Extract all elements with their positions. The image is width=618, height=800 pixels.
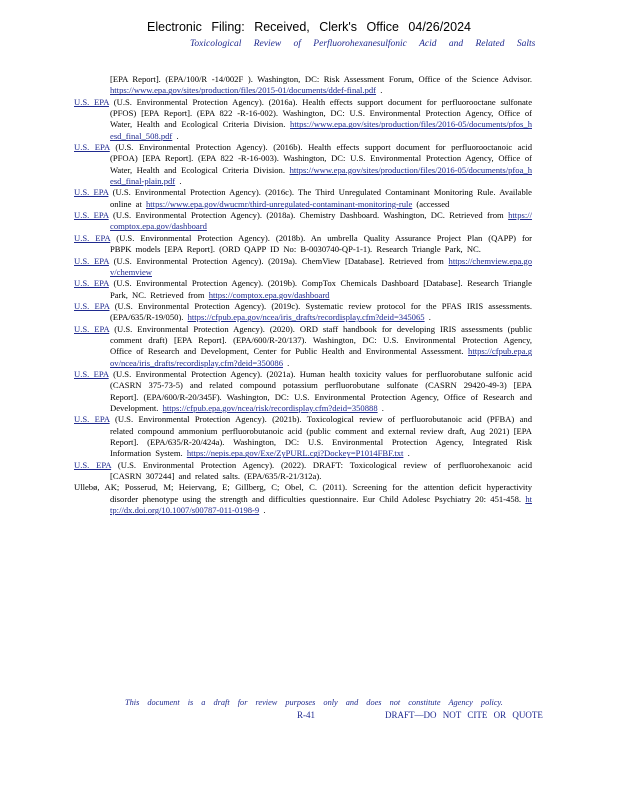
reference-tail: . <box>287 357 290 368</box>
reference-entry <box>74 233 532 256</box>
reference-entry <box>74 278 532 301</box>
reference-text: (2011). Screening for the attention deficit hyperactivity disorder phenotype using the strength and difficulties questionnaire. Eur Child Adolesc Psychiatry 20: 451-458. <box>110 482 532 504</box>
reference-author[interactable]: U.S. EPA <box>74 232 111 243</box>
reference-tail: . <box>381 402 384 413</box>
reference-author[interactable]: U.S. EPA <box>74 210 109 221</box>
reference-tail: . <box>179 176 182 187</box>
draft-notice: DRAFT—DO NOT CITE OR QUOTE <box>385 710 543 720</box>
reference-entry <box>74 414 532 459</box>
reference-tail: . <box>428 312 431 323</box>
reference-author[interactable]: U.S. EPA <box>74 459 112 470</box>
draft-disclaimer: This document is a draft for review purposes only and does not constitute Agency policy. <box>125 698 503 707</box>
reference-text: (U.S. Environmental Protection Agency). (2021a). Human health toxicity values for perfluorobutane sulfonic acid (CASRN 375-73-5) and related compound potassium perfluorobutane sulfonate (CASRN 29420-49-3) [EPA Report]. (EPA/600/R-20/345F). Washington, DC: U.S. Environmental Protection Agency, Office of Research and Development. <box>110 368 532 413</box>
reference-link[interactable]: https://comptox.epa.gov/dashboard <box>208 289 330 300</box>
reference-author[interactable]: U.S. EPA <box>74 278 109 289</box>
reference-author[interactable]: U.S. EPA <box>74 187 109 198</box>
reference-tail: (accessed <box>416 198 450 209</box>
reference-tail: . <box>407 448 410 459</box>
reference-entry <box>74 324 532 369</box>
reference-entry <box>74 142 532 187</box>
reference-text: (U.S. Environmental Protection Agency). (2018a). Chemistry Dashboard. Washington, DC. Retrieved from <box>113 210 504 221</box>
reference-link[interactable]: https://chemview.epa.gov/chemview <box>110 255 532 277</box>
reference-list <box>74 74 532 516</box>
reference-text: (U.S. Environmental Protection Agency). (2019c). Systematic review protocol for the PFAS IRIS assessments. (EPA/635/R-19/050). <box>110 300 532 323</box>
reference-link[interactable]: https://nepis.epa.gov/Exe/ZyPURL.cgi?Dockey=P1014FBF.txt <box>186 448 404 459</box>
reference-text: (U.S. Environmental Protection Agency). (2019a). ChemView [Database]. Retrieved from <box>113 255 444 266</box>
reference-tail: . <box>380 85 383 96</box>
reference-text: (U.S. Environmental Protection Agency). (2022). DRAFT: Toxicological review of perfluorohexanoic acid [CASRN 307244] and related salts. (EPA/635/R-21/312a). <box>110 459 532 482</box>
reference-link[interactable]: https://cfpub.epa.gov/ncea/iris_drafts/recordisplay.cfm?deid=350086 <box>110 346 532 368</box>
reference-tail: . <box>263 505 266 516</box>
reference-author[interactable]: U.S. EPA <box>74 414 110 425</box>
reference-author[interactable]: U.S. EPA <box>74 300 110 311</box>
reference-author[interactable]: U.S. EPA <box>74 255 109 266</box>
reference-entry <box>74 369 532 414</box>
reference-link[interactable]: https://www.epa.gov/sites/production/files/2015-01/documents/ddef-final.pdf <box>110 85 377 96</box>
reference-entry <box>74 482 532 516</box>
reference-entry <box>74 74 532 97</box>
reference-entry <box>74 187 532 210</box>
reference-link[interactable]: https://comptox.epa.gov/dashboard <box>110 210 533 232</box>
reference-text: (U.S. Environmental Protection Agency). (2016a). Health effects support document for perfluorooctane sulfonate (PFOS) [EPA Report]. (EPA 822 -R-16-002). Washington, DC: U.S. Environmental Protection Agency, Office of Water, Health and Ecological Criteria Division. <box>110 96 533 130</box>
reference-tail: . <box>176 130 179 141</box>
reference-entry <box>74 460 532 483</box>
reference-author[interactable]: U.S. EPA <box>74 96 110 107</box>
reference-text: [EPA Report]. (EPA/100/R -14/002F ). Washington, DC: Risk Assessment Forum, Office of the Science Advisor. <box>110 74 532 84</box>
reference-link[interactable]: http://dx.doi.org/10.1007/s00787-011-0198-9 <box>110 493 532 516</box>
reference-entry <box>74 301 532 324</box>
reference-link[interactable]: https://www.epa.gov/dwucmr/third-unregulated-contaminant-monitoring-rule <box>146 198 413 209</box>
reference-entry <box>74 256 532 279</box>
reference-text: (U.S. Environmental Protection Agency). (2021b). Toxicological review of perfluorobutanoic acid (PFBA) and related compound ammonium perfluorobutanoic acid (public comment and external review draft, Aug 2021) [EPA Report]. (EPA/635/R-20/424a). Washington, DC: U.S. Environmental Protection Agency, Integrated Risk Information System. <box>110 414 532 459</box>
page-number: R-41 <box>297 710 315 720</box>
reference-link[interactable]: https://cfpub.epa.gov/ncea/iris_drafts/recordisplay.cfm?deid=345065 <box>187 312 425 323</box>
reference-entry <box>74 97 532 142</box>
reference-author[interactable]: U.S. EPA <box>74 142 110 153</box>
reference-author[interactable]: U.S. EPA <box>74 323 110 334</box>
reference-author[interactable]: U.S. EPA <box>74 368 109 379</box>
reference-link[interactable]: https://www.epa.gov/sites/production/files/2016-05/documents/pfos_hesd_final_508.pdf <box>110 119 532 141</box>
reference-text: (U.S. Environmental Protection Agency). (2019b). CompTox Chemicals Dashboard [Database]. Research Triangle Park, NC. Retrieved from <box>110 278 532 300</box>
filing-header: Electronic Filing: Received, Clerk's Office 04/26/2024 <box>147 20 471 34</box>
reference-text: (U.S. Environmental Protection Agency). (2016b). Health effects support document for perfluorooctanoic acid (PFOA) [EPA Report]. (EPA 822 -R-16-003). Washington, DC: U.S. Environmental Protection Agency, Office of Water, Health and Ecological Criteria Division. <box>110 142 532 175</box>
reference-author: Ullebø, AK; Posserud, M; Heiervang, E; Gillberg, C; Obel, C. <box>74 482 317 493</box>
reference-entry <box>74 210 532 233</box>
reference-link[interactable]: https://www.epa.gov/sites/production/files/2016-05/documents/pfoa_hesd_final-plain.pdf <box>110 164 532 187</box>
reference-link[interactable]: https://cfpub.epa.gov/ncea/risk/recordisplay.cfm?deid=350888 <box>162 402 378 413</box>
document-subtitle: Toxicological Review of Perfluorohexanesulfonic Acid and Related Salts <box>190 39 536 49</box>
reference-text: (U.S. Environmental Protection Agency). (2016c). The Third Unregulated Contaminant Monitoring Rule. Available online at <box>110 187 532 209</box>
reference-text: (U.S. Environmental Protection Agency). (2018b). An umbrella Quality Assurance Project Plan (QAPP) for PBPK models [EPA Report]. (ORD QAPP ID No: B-0030740-QP-1-1). Research Triangle Park, NC. <box>110 232 532 255</box>
reference-text: (U.S. Environmental Protection Agency). (2020). ORD staff handbook for developing IRIS assessments (public comment draft) [EPA Report]. (EPA/600/R-20/137). Washington, DC: U.S. Environmental Protection Agency, Office of Research and Development, Center for Public Health and Environmental Assessment. <box>110 323 533 357</box>
